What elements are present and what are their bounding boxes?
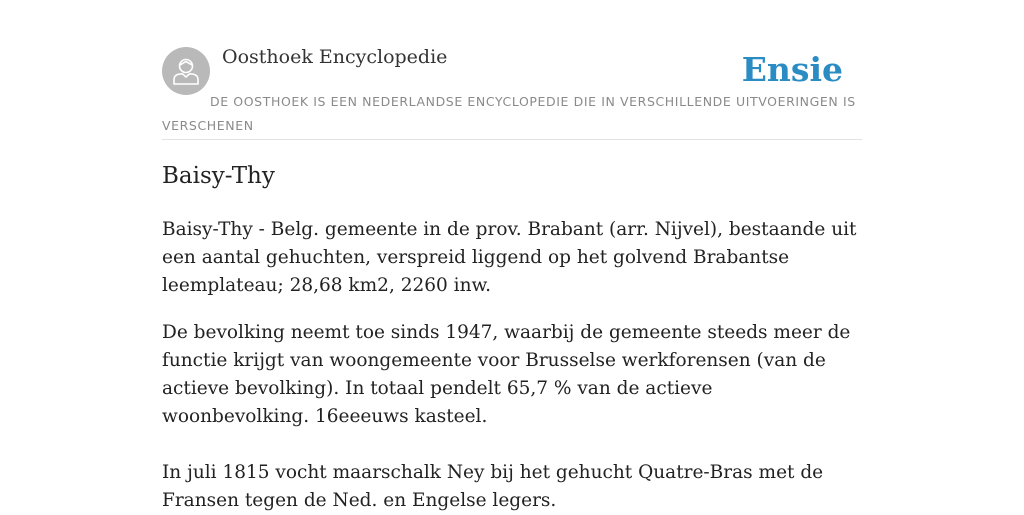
- article-body: [162, 216, 865, 515]
- avatar[interactable]: [162, 47, 210, 95]
- publication-name[interactable]: Oosthoek Encyclopedie: [222, 46, 448, 68]
- user-avatar-icon: [162, 47, 210, 95]
- article-paragraph: Baisy-Thy - Belg. gemeente in de prov. Brabant (arr. Nijvel), bestaande uit een aantal gehuchten, verspreid liggend op het golvend Brabantse leemplateau; 28,68 km2, 2260 inw.: [162, 219, 857, 296]
- article-paragraph: De bevolking neemt toe sinds 1947, waarbij de gemeente steeds meer de functie krijgt van woongemeente voor Brusselse werkforensen (van de actieve bevolking). In totaal pendelt 65,7 % van de actieve woonbevolking. 16eeeuws kasteel.: [162, 322, 851, 427]
- article-paragraph: In juli 1815 vocht maarschalk Ney bij het gehucht Quatre-Bras met de Fransen tegen de Ned. en Engelse legers.: [162, 462, 824, 511]
- publication-tagline: DE OOSTHOEK IS EEN NEDERLANDSE ENCYCLOPEDIE DIE IN VERSCHILLENDE UITVOERINGEN IS VERSCHENEN: [162, 94, 856, 133]
- article-title: Baisy-Thy: [162, 163, 275, 189]
- brand-logo[interactable]: Ensie: [741, 50, 843, 89]
- header-divider: [162, 139, 862, 140]
